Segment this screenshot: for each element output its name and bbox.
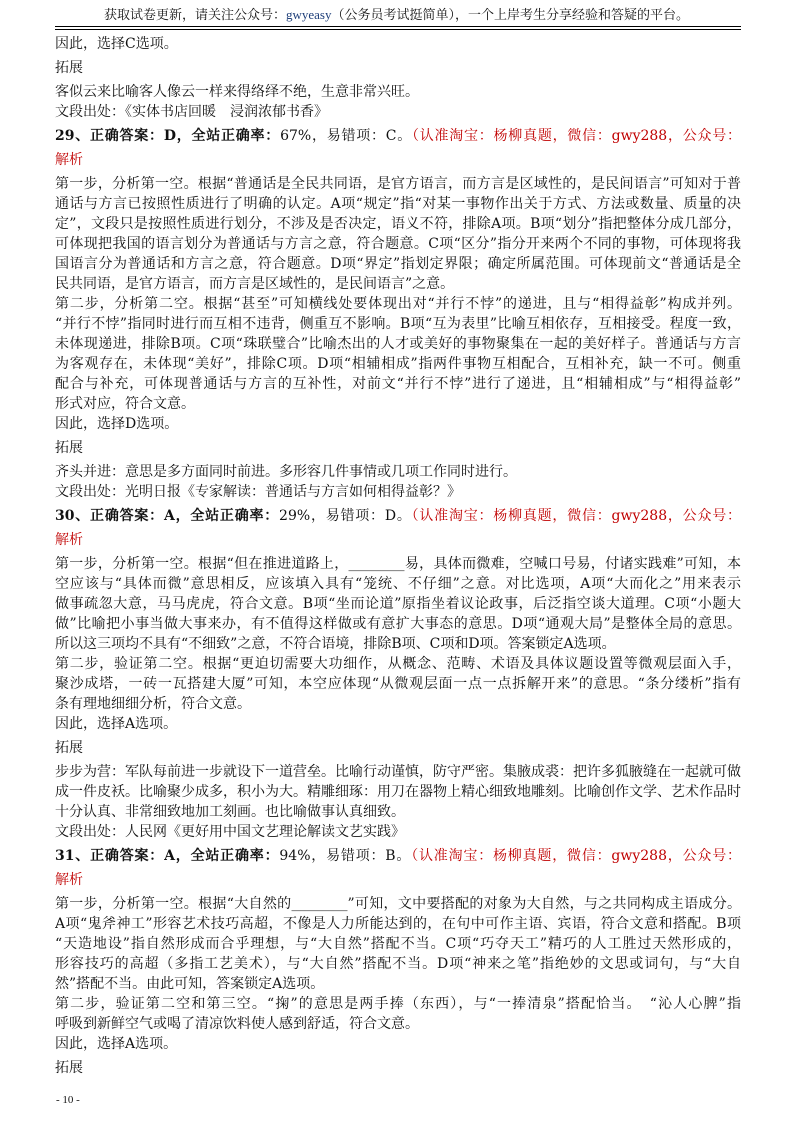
text-line: 因此，选择A选项。 (55, 1036, 178, 1052)
accuracy-and-wrong-option: 67%，易错项：C。 (280, 128, 412, 144)
text-line: 然”搭配不当。由此可知，答案锁定A选项。 (55, 976, 325, 992)
text-line: 拓展 (55, 740, 83, 756)
section-heading: 解析 (55, 872, 83, 888)
answer-number-label: 31、正确答案： (55, 848, 165, 864)
text-line: 文段出处：《实体书店回暖 浸润浓郁书香》 (55, 104, 328, 120)
text-line: 第二步，分析第二空。根据“甚至”可知横线处要体现出对“并行不悖”的递进，且与“相得益彰”构成并列。 (55, 296, 741, 312)
text-line: 第一步，分析第一空。根据“普通话是全民共同语，是官方语言，而方言是区域性的，是民间语言”可知对于普 (55, 176, 741, 192)
text-line: 拓展 (55, 60, 83, 76)
text-line: 空应该与“具体而微”意思相反，应该填入具有“笼统、不仔细”之意。对比选项，A项“大而化之”用来表示 (55, 576, 741, 592)
text-line: 定”，文段只是按照性质进行划分，不涉及是否决定，语义不符，排除A项。B项“划分”指把整体分成几部分， (55, 216, 741, 232)
header-prefix: 获取试卷更新，请关注公众号： (103, 8, 286, 23)
accuracy-label: 全站正确率： (190, 508, 280, 524)
page-number: - 10 - (56, 1094, 80, 1106)
correct-answer: A， (164, 848, 191, 864)
text-line: 齐头并进：意思是多方面同时前进。多形容几件事情或几项工作同时进行。 (55, 464, 517, 480)
text-line: 国语言分为普通话和方言之意，符合题意。D项“界定”指划定界限；确定所属范围。可体现前文“普通话是全 (55, 256, 741, 272)
answer-line (55, 126, 741, 146)
promo-note: （认准淘宝：杨柳真题，微信：gwy288，公众号： (411, 508, 741, 524)
header-account: gwyeasy (286, 7, 332, 22)
promo-note: （认准淘宝：杨柳真题，微信：gwy288，公众号： (411, 128, 741, 144)
text-line: 步步为营：军队每前进一步就设下一道营垒。比喻行动谨慎，防守严密。集腋成裘：把许多狐腋缝在一起就可做 (55, 764, 741, 780)
text-line: 文段出处：光明日报《专家解读：普通话与方言如何相得益彰？》 (55, 484, 461, 500)
promo-note: （认准淘宝：杨柳真题，微信：gwy288，公众号： (411, 848, 741, 864)
text-line: “天造地设”指自然形成而合乎理想，与“大自然”搭配不当。C项“巧夺天工”精巧的人工胜过天然形成的， (55, 936, 741, 952)
header-rule-top (55, 26, 741, 27)
text-line: 第一步，分析第一空。根据“但在推进道路上，________易，具体而微难，空喊口号易，付诸实践难”可知，本 (55, 556, 741, 572)
correct-answer: A， (163, 508, 191, 524)
section-heading: 解析 (55, 532, 83, 548)
text-line: 民共同语，是官方语言，而方言是区域性的，是民间语言”之意。 (55, 276, 455, 292)
text-line: 形式对应，符合文意。 (55, 396, 195, 412)
text-line: 聚沙成塔，一砖一瓦搭建大厦”可知，本空应体现“从微观层面一点一点拆解开来”的意思。“条分缕析”指有 (55, 676, 741, 692)
accuracy-label: 全站正确率： (191, 128, 281, 144)
text-line: 拓展 (55, 1060, 83, 1076)
page-header (0, 6, 793, 25)
text-line: 因此，选择A选项。 (55, 716, 178, 732)
answer-number-label: 29、正确答案： (55, 128, 164, 144)
text-line: “并行不悖”指同时进行而互相不违背，侧重互不影响。B项“互为表里”比喻互相依存，互相接受。程度一致， (55, 316, 741, 332)
text-line: 配合与补充，可体现普通话与方言的互补性，对前文“并行不悖”进行了递进，且“相辅相成”与“相得益彰” (55, 376, 741, 392)
header-suffix: （公务员考试挺简单），一个上岸考生分享经验和答疑的平台。 (331, 8, 690, 23)
text-line: 条有理地细细分析，符合文意。 (55, 696, 251, 712)
text-line: 为客观存在，未体现“美好”，排除C项。D项“相辅相成”指两件事物互相配合，互相补充，缺一不可。侧重 (55, 356, 741, 372)
text-line: 呼吸到新鲜空气或喝了清凉饮料使人感到舒适，符合文意。 (55, 1016, 419, 1032)
text-line: 文段出处：人民网《更好用中国文艺理论解读文艺实践》 (55, 824, 405, 840)
correct-answer: D， (163, 128, 192, 144)
answer-number-label: 30、正确答案： (55, 508, 164, 524)
text-line: 因此，选择D选项。 (55, 416, 179, 432)
text-line: 可体现把我国的语言划分为普通话与方言之意，符合题意。C项“区分”指分开来两个不同的事物，可体现将我 (55, 236, 741, 252)
text-line: 第二步，验证第二空。根据“更迫切需要大功细作，从概念、范畴、术语及具体议题设置等微观层面入手， (55, 656, 741, 672)
text-line: 未体现递进，排除B项。C项“珠联璧合”比喻杰出的人才或美好的事物聚集在一起的美好样子。普通话与方言 (55, 336, 741, 352)
header-rule-bottom (55, 29, 741, 30)
text-line: 拓展 (55, 440, 83, 456)
section-heading: 解析 (55, 152, 83, 168)
text-line: 形容技巧的高超（多指工艺美术），与“大自然”搭配不当。D项“神来之笔”指绝妙的文思或词句，与“大自 (55, 956, 741, 972)
accuracy-label: 全站正确率： (190, 848, 280, 864)
text-line: 第二步，验证第二空和第三空。“掬”的意思是两手捧（东西），与“一捧清泉”搭配恰当。 “沁人心脾”指 (55, 996, 741, 1012)
answer-line (55, 506, 741, 526)
text-line: 做事疏忽大意，马马虎虎，符合文意。B项“坐而论道”原指坐着议论政事，后泛指空谈大道理。C项“小题大 (55, 596, 741, 612)
text-line: 做”比喻把小事当做大事来办，有不值得这样做或有意扩大事态的意思。D项“通观大局”是整体全局的意思。 (55, 616, 741, 632)
accuracy-and-wrong-option: 94%，易错项：B。 (279, 848, 412, 864)
text-line: 通话与方言已按照性质进行了明确的认定。A项“规定”指“对某一事物作出关于方式、方法或数量、质量的决 (55, 196, 741, 212)
text-line: A项“鬼斧神工”形容艺术技巧高超，不像是人力所能达到的，在句中可作主语、宾语，符合文意和搭配。B项 (55, 916, 741, 932)
text-line: 成一件皮袄。比喻聚少成多，积小为大。精雕细琢：用刀在器物上精心细致地雕刻。比喻创作文学、艺术作品时 (55, 784, 741, 800)
answer-line (55, 846, 741, 866)
text-line: 因此，选择C选项。 (55, 36, 178, 52)
text-line: 客似云来比喻客人像云一样来得络绎不绝，生意非常兴旺。 (55, 84, 419, 100)
text-line: 所以这三项均不具有“不细致”之意，不符合语境，排除B项、C项和D项。答案锁定A选项。 (55, 636, 616, 652)
text-line: 第一步，分析第一空。根据“大自然的________”可知，文中要搭配的对象为大自然，与之共同构成主语成分。 (55, 896, 741, 912)
accuracy-and-wrong-option: 29%，易错项：D。 (279, 508, 412, 524)
text-line: 十分认真、非常细致地加工刻画。也比喻做事认真细致。 (55, 804, 405, 820)
